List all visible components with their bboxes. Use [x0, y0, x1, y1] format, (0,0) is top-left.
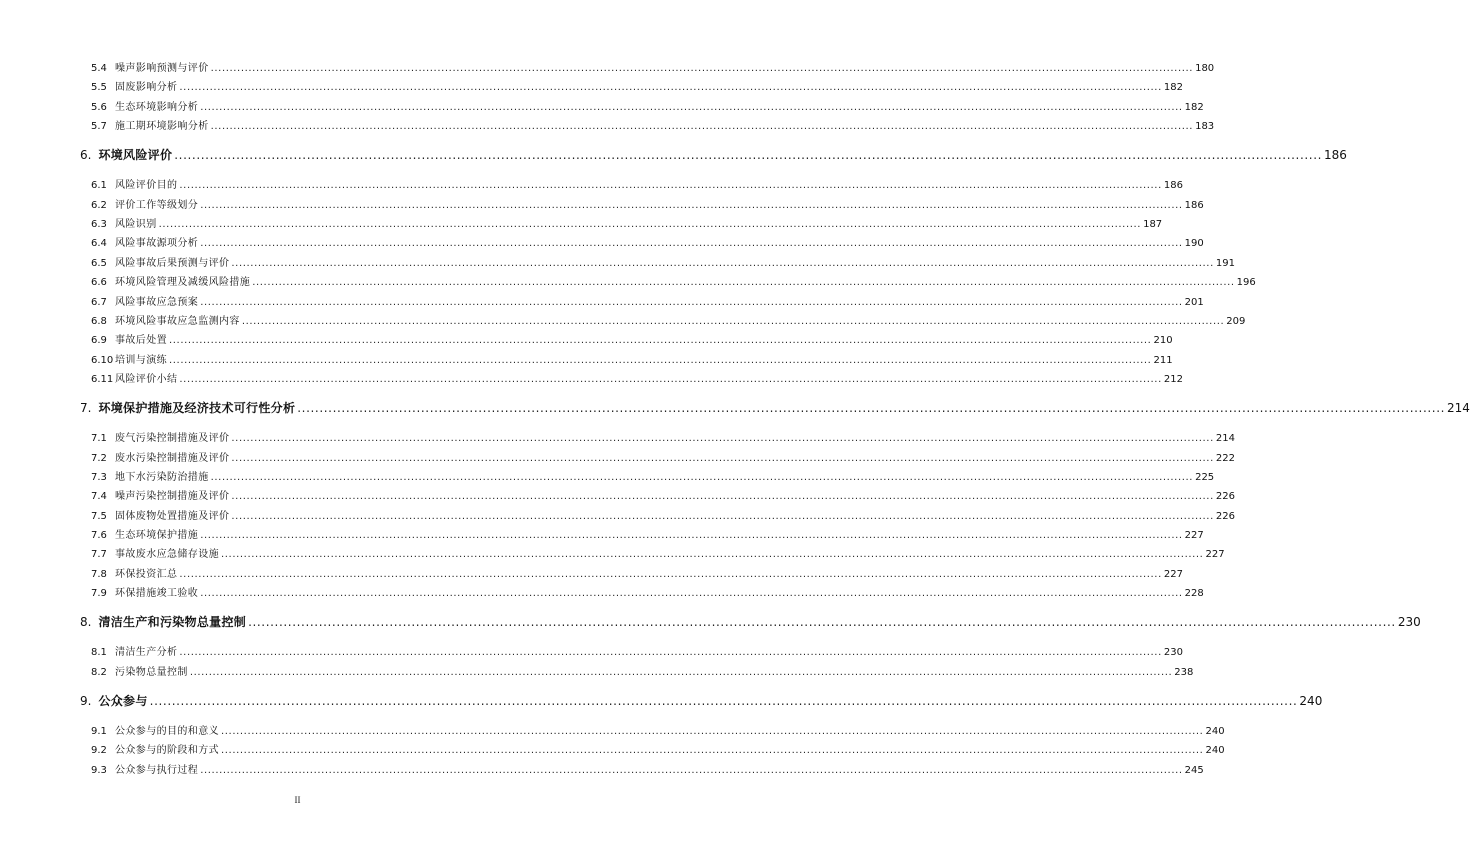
toc-entry-number: 6.4 [91, 238, 107, 250]
toc-entry-number: 6.10 [91, 354, 114, 366]
dot-leader: .................................................................................................................................................................................................................................................................... [179, 568, 1162, 580]
toc-entry-page-number: 209 [1226, 315, 1246, 327]
toc-entry-title: 固体废物处置措施及评价 [115, 510, 230, 522]
toc-entry-number: 6.7 [91, 296, 107, 308]
toc-section-entry[interactable] [91, 548, 1225, 562]
toc-entry-title: 噪声影响预测与评价 [115, 63, 209, 74]
toc-entry-title: 清洁生产分析 [115, 647, 178, 659]
toc-entry-title: 环保投资汇总 [115, 568, 178, 580]
toc-section-entry[interactable] [91, 432, 1235, 446]
dot-leader: .................................................................................................................................................................................................................................................................... [158, 219, 1142, 231]
dot-leader: .................................................................................................................................................................................................................................................................... [169, 354, 1152, 366]
dot-leader: .................................................................................................................................................................................................................................................................... [210, 121, 1194, 133]
toc-entry-number: 7.1 [91, 433, 107, 445]
toc-entry-page-number: 183 [1195, 121, 1215, 133]
dot-leader: .................................................................................................................................................................................................................................................................... [200, 588, 1183, 600]
toc-chapter-entry[interactable] [80, 147, 1347, 163]
dot-leader: .................................................................................................................................................................................................................................................................... [149, 694, 1298, 709]
toc-entry-number: 5.7 [91, 121, 107, 133]
dot-leader: .................................................................................................................................................................................................................................................................... [189, 666, 1173, 678]
toc-section-entry[interactable] [91, 218, 1163, 232]
toc-section-entry[interactable] [91, 237, 1204, 251]
dot-leader: .................................................................................................................................................................................................................................................................... [297, 401, 1446, 416]
toc-section-entry[interactable] [91, 568, 1183, 582]
toc-entry-page-number: 190 [1184, 238, 1204, 250]
toc-entry-number: 5.5 [91, 82, 107, 94]
toc-entry-title: 事故废水应急储存设施 [115, 549, 219, 561]
toc-section-entry[interactable] [91, 276, 1256, 290]
toc-entry-page-number: 238 [1174, 666, 1194, 678]
toc-entry-title: 培训与演练 [115, 354, 167, 366]
toc-entry-number: 8.2 [91, 666, 107, 678]
dot-leader: .................................................................................................................................................................................................................................................................... [231, 452, 1214, 464]
toc-entry-title: 风险事故源项分析 [115, 238, 199, 250]
dot-leader: .................................................................................................................................................................................................................................................................... [252, 277, 1235, 289]
dot-leader: .................................................................................................................................................................................................................................................................... [248, 615, 1396, 630]
toc-entry-number: 5.6 [91, 101, 107, 113]
toc-section-entry[interactable] [91, 587, 1204, 601]
page-number-footer: II [294, 795, 301, 805]
toc-entry-number: 7.5 [91, 510, 107, 522]
toc-entry-number: 6.6 [91, 277, 107, 289]
toc-entry-title: 污染物总量控制 [115, 666, 188, 678]
dot-leader: .................................................................................................................................................................................................................................................................... [231, 257, 1214, 269]
toc-entry-number: 7.7 [91, 549, 107, 561]
toc-entry-title: 风险事故后果预测与评价 [115, 257, 230, 269]
toc-section-entry[interactable] [91, 764, 1204, 778]
toc-section-entry[interactable] [91, 725, 1225, 739]
toc-section-entry[interactable] [91, 452, 1235, 466]
toc-entry-page-number: 227 [1184, 530, 1204, 541]
toc-entry-title: 生态环境影响分析 [115, 101, 199, 113]
toc-entry-page-number: 196 [1236, 277, 1256, 289]
dot-leader: .................................................................................................................................................................................................................................................................... [179, 647, 1162, 659]
toc-entry-page-number: 210 [1153, 335, 1173, 347]
toc-section-entry[interactable] [91, 120, 1215, 134]
toc-entry-title: 风险识别 [115, 219, 157, 231]
toc-section-entry[interactable] [91, 101, 1204, 115]
toc-entry-number: 7.4 [91, 491, 107, 503]
dot-leader: .................................................................................................................................................................................................................................................................... [241, 315, 1225, 327]
toc-entry-page-number: 245 [1184, 764, 1204, 776]
toc-entry-page-number: 240 [1205, 726, 1225, 738]
toc-entry-number: 8. [80, 615, 92, 630]
toc-section-entry[interactable] [91, 529, 1204, 543]
toc-entry-page-number: 240 [1205, 745, 1225, 757]
toc-entry-title: 风险评价目的 [115, 180, 178, 192]
dot-leader: .................................................................................................................................................................................................................................................................... [210, 471, 1194, 483]
toc-entry-number: 6.1 [91, 180, 107, 192]
toc-entry-number: 6.11 [91, 373, 114, 385]
toc-entry-page-number: 225 [1195, 471, 1215, 483]
toc-entry-number: 6.5 [91, 257, 107, 269]
toc-entry-page-number: 186 [1184, 199, 1204, 211]
toc-section-entry[interactable] [91, 257, 1235, 271]
toc-section-entry[interactable] [91, 354, 1173, 368]
toc-entry-page-number: 182 [1184, 101, 1204, 113]
toc-entry-page-number: 214 [1215, 433, 1235, 445]
dot-leader: .................................................................................................................................................................................................................................................................... [169, 335, 1152, 347]
toc-entry-title: 公众参与执行过程 [115, 764, 199, 776]
dot-leader: .................................................................................................................................................................................................................................................................... [179, 180, 1162, 192]
dot-leader: .................................................................................................................................................................................................................................................................... [200, 199, 1183, 211]
toc-entry-page-number: 230 [1163, 647, 1183, 659]
toc-chapter-entry[interactable] [80, 693, 1323, 709]
dot-leader: .................................................................................................................................................................................................................................................................... [179, 82, 1162, 94]
toc-entry-number: 8.1 [91, 647, 107, 659]
toc-section-entry[interactable] [91, 199, 1204, 213]
dot-leader: .................................................................................................................................................................................................................................................................... [221, 726, 1204, 738]
toc-entry-title: 事故后处置 [115, 335, 167, 347]
dot-leader: .................................................................................................................................................................................................................................................................... [231, 433, 1214, 445]
toc-entry-title: 施工期环境影响分析 [115, 121, 209, 133]
toc-entry-page-number: 214 [1447, 401, 1470, 416]
dot-leader: .................................................................................................................................................................................................................................................................... [200, 238, 1183, 250]
toc-entry-page-number: 230 [1397, 615, 1421, 630]
toc-section-entry[interactable] [91, 179, 1183, 193]
toc-entry-number: 7.3 [91, 471, 107, 483]
dot-leader: .................................................................................................................................................................................................................................................................... [200, 764, 1183, 776]
toc-entry-number: 9.1 [91, 726, 107, 738]
toc-entry-number: 9.2 [91, 745, 107, 757]
toc-entry-page-number: 187 [1143, 219, 1163, 231]
toc-entry-page-number: 211 [1153, 354, 1173, 366]
toc-entry-number: 7.9 [91, 588, 107, 600]
toc-section-entry[interactable] [91, 666, 1194, 680]
dot-leader: .................................................................................................................................................................................................................................................................... [231, 491, 1214, 503]
dot-leader: .................................................................................................................................................................................................................................................................... [200, 101, 1183, 113]
toc-section-entry[interactable] [91, 510, 1235, 524]
toc-entry-number: 7. [80, 401, 92, 416]
dot-leader: .................................................................................................................................................................................................................................................................... [231, 510, 1214, 522]
dot-leader: .................................................................................................................................................................................................................................................................... [221, 549, 1204, 561]
toc-entry-title: 环境保护措施及经济技术可行性分析 [98, 401, 296, 416]
toc-section-entry[interactable] [91, 490, 1235, 504]
toc-entry-number: 7.6 [91, 530, 107, 541]
toc-entry-title: 公众参与 [98, 694, 148, 709]
toc-entry-number: 9.3 [91, 764, 107, 776]
toc-entry-page-number: 182 [1163, 82, 1183, 94]
toc-entry-page-number: 226 [1215, 510, 1235, 522]
toc-entry-title: 环保措施竣工验收 [115, 588, 199, 600]
toc-section-entry[interactable] [91, 62, 1215, 76]
dot-leader: .................................................................................................................................................................................................................................................................... [221, 745, 1204, 757]
toc-entry-number: 5.4 [91, 63, 107, 74]
toc-entry-page-number: 186 [1324, 148, 1347, 163]
toc-section-entry[interactable] [91, 334, 1173, 348]
toc-entry-page-number: 240 [1299, 694, 1323, 709]
toc-chapter-entry[interactable] [80, 400, 1470, 416]
toc-section-entry[interactable] [91, 81, 1183, 95]
toc-entry-title: 噪声污染控制措施及评价 [115, 491, 230, 503]
toc-entry-page-number: 212 [1163, 373, 1183, 385]
toc-entry-page-number: 222 [1215, 452, 1235, 464]
toc-section-entry[interactable] [91, 744, 1225, 758]
toc-section-entry[interactable] [91, 315, 1246, 329]
toc-entry-number: 7.2 [91, 452, 107, 464]
toc-entry-page-number: 186 [1163, 180, 1183, 192]
toc-entry-page-number: 191 [1215, 257, 1235, 269]
toc-entry-title: 风险事故应急预案 [115, 296, 199, 308]
toc-section-entry[interactable] [91, 646, 1183, 660]
dot-leader: .................................................................................................................................................................................................................................................................... [200, 530, 1183, 541]
toc-entry-page-number: 201 [1184, 296, 1204, 308]
toc-entry-title: 生态环境保护措施 [115, 530, 199, 541]
dot-leader: .................................................................................................................................................................................................................................................................... [210, 63, 1194, 74]
toc-entry-title: 环境风险管理及减缓风险措施 [115, 277, 251, 289]
toc-entry-number: 7.8 [91, 568, 107, 580]
dot-leader: .................................................................................................................................................................................................................................................................... [174, 148, 1323, 163]
toc-entry-number: 6. [80, 148, 92, 163]
dot-leader: .................................................................................................................................................................................................................................................................... [200, 296, 1183, 308]
toc-entry-title: 清洁生产和污染物总量控制 [98, 615, 247, 630]
toc-entry-page-number: 227 [1163, 568, 1183, 580]
toc-entry-title: 废气污染控制措施及评价 [115, 433, 230, 445]
toc-entry-number: 6.9 [91, 335, 107, 347]
toc-entry-page-number: 180 [1195, 63, 1215, 74]
toc-entry-page-number: 227 [1205, 549, 1225, 561]
toc-entry-title: 地下水污染防治措施 [115, 471, 209, 483]
toc-entry-number: 6.8 [91, 315, 107, 327]
toc-entry-title: 公众参与的阶段和方式 [115, 745, 219, 757]
toc-entry-title: 公众参与的目的和意义 [115, 726, 219, 738]
toc-chapter-entry[interactable] [80, 614, 1421, 630]
toc-entry-number: 6.3 [91, 219, 107, 231]
toc-entry-title: 废水污染控制措施及评价 [115, 452, 230, 464]
toc-entry-number: 6.2 [91, 199, 107, 211]
toc-entry-title: 风险评价小结 [115, 373, 178, 385]
toc-entry-title: 环境风险评价 [98, 148, 173, 163]
toc-entry-page-number: 228 [1184, 588, 1204, 600]
toc-entry-title: 固废影响分析 [115, 82, 178, 94]
toc-entry-title: 评价工作等级划分 [115, 199, 199, 211]
toc-entry-title: 环境风险事故应急监测内容 [115, 315, 240, 327]
dot-leader: .................................................................................................................................................................................................................................................................... [179, 373, 1162, 385]
toc-section-entry[interactable] [91, 471, 1215, 485]
toc-entry-number: 9. [80, 694, 92, 709]
toc-section-entry[interactable] [91, 296, 1204, 310]
toc-section-entry[interactable] [91, 373, 1183, 387]
toc-entry-page-number: 226 [1215, 491, 1235, 503]
